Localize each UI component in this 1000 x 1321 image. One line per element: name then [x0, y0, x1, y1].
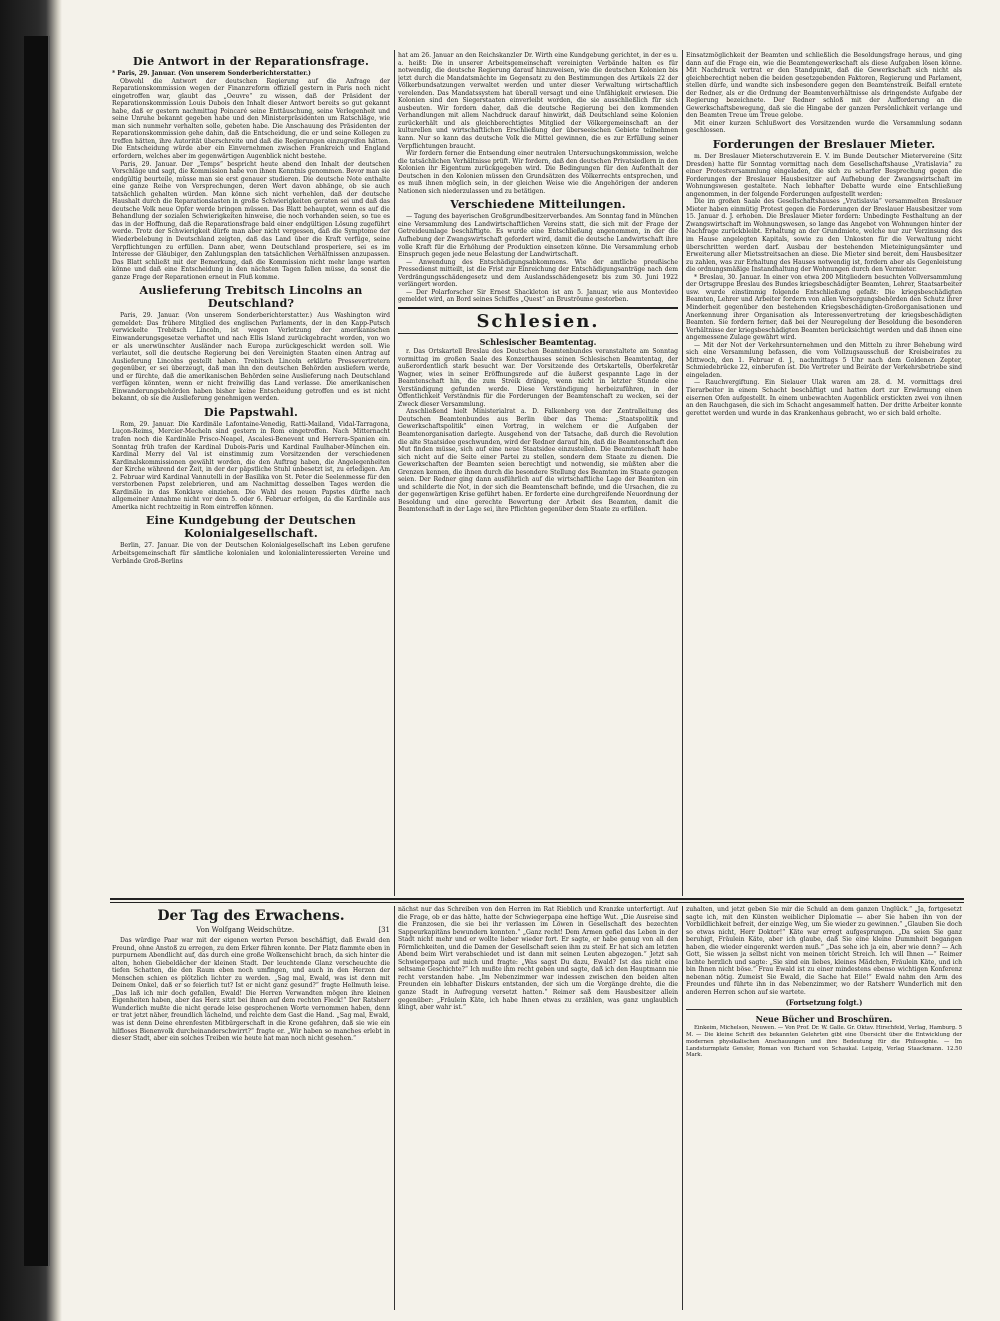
book-notices-title: Neue Bücher und Broschüren.: [755, 1014, 893, 1025]
paragraph: Mit einer kurzen Schlußwort des Vorsitzenden wurde die Versammlung sodann geschlossen.: [686, 119, 962, 135]
feuilleton-byline: [112, 926, 390, 935]
feuilleton-column-2: [398, 906, 678, 1310]
installment-number: [31: [378, 926, 390, 934]
paragraph: — Tagung des bayerischen Großgrundbesitzerverbandes. Am Sonntag fand in München eine Versammlung des Landwirtschaftlichen Vereins statt, die sich mit der Frage der Getreideumlage beschäftigte. Es wurde eine Entschließung angenommen, in der die Aufhebung der Zwangswirtschaft gefordert wird, damit die deutsche Landwirtschaft ihre volle Kraft für die Erhöhung der Produktion einsetzen könne. Die Versammlung erhob Einspruch gegen jede neue Belastung der Landwirtschaft.: [398, 213, 678, 259]
article-title-reparations: Die Antwort in der Reparationsfrage.: [132, 55, 370, 68]
paragraph: Einsatzmöglichkeit der Beamten und schließlich die Besoldungsfrage heraus, und ging dann auf die Frage ein, wie die Beamtengewerkschaft als diese Aufgaben lösen könne. Mit Nachdruck vertrat er den Standpunkt, daß die Gewerkschaft sich nicht als gleichberechtigt neben die beiden gesetzgebenden Faktoren, Regierung und Parlament, stellen dürfe, und wandte sich insbesondere gegen den Beamtenstreik. Beifall erntete der Redner, als er die Ordnung der Beamtenverhältnisse als dringendste Aufgabe der Regierung bezeichnete. Der Redner schloß mit der Aufforderung an die Gewerkschaftsbewegung, daß sie die Hingabe der ganzen Persönlichkeit verlange und den Beamten Treue um Treue gelobe.: [686, 52, 962, 120]
article-title-mitteilungen: Verschiedene Mitteilungen.: [450, 198, 626, 212]
paragraph: hat am 26. Januar an den Reichskanzler Dr. Wirth eine Kundgebung gerichtet, in der es u. a. heißt: Die in unserer Arbeitsgemeinschaft vereinigten Verbände halten es für notwendig, die deutsche Regierung darauf hinzuweisen, wie die deutschen Kolonien bis jetzt durch die Mandatsmächte im Gegensatz zu den Bestimmungen des Artikels 22 der Völkerbundsatzungen verwaltet werden und unter dieser Verwaltung wirtschaftlich verelenden. Das Mandatssystem hat überall versagt und eine Unfähigkeit erwiesen. Die Kolonien sind den Siegerstaaten einverleibt worden, die sie ausschließlich für sich ausbeuten. Wir fordern daher, daß die deutsche Regierung bei den kommenden Verhandlungen mit allem Nachdruck darauf hinwirkt, daß Deutschland seine Kolonien zurückerhält und als gleichberechtigtes Mitglied der Völkergemeinschaft an der kulturellen und wirtschaftlichen Erschließung der überseeischen Gebiete teilnehmen kann. Nur so kann das deutsche Volk die Mittel gewinnen, die es zur Erfüllung seiner Verpflichtungen braucht.: [398, 52, 678, 150]
dateline: * Paris, 29. Januar. (Von unserem Sonderberichterstatter.): [112, 70, 311, 77]
paragraph: — Anwendung des Entschädigungsabkommens. Wie der amtliche preußische Pressedienst mitteilt, ist die Frist zur Einreichung der Entschädigungsanträge nach dem Verdrängungsschädengesetz und dem Auslandsschädengesetz bis zum 30. Juni 1922 verlängert worden.: [398, 258, 678, 289]
section-heading-schlesien: Schlesien.: [476, 310, 600, 332]
feuilleton-rule-thin: [110, 902, 964, 903]
feuilleton-rule: [110, 898, 964, 900]
feuilleton-column-3: [686, 906, 962, 1310]
feuilleton-title: Der Tag des Erwachens.: [157, 908, 345, 924]
binding-strip: [24, 36, 50, 1266]
book-notices-text: Einkeim, Michelson, Neuwen. — Von Prof. Dr. W. Galle. Gr. Oktav. Hirschfeld, Verlag, Hamburg. 5 M. — Die kleine Schrift des bekannten Gelehrten gibt eine Übersicht über die Entwicklung der modernen physikalischen Anschauungen und ihre Bedeutung für die Philosophie. — Im Landsturmplatz Gensler, Roman von Richard von Schaukal. Leipzig, Verlag Staackmann. 12.50 Mark.: [686, 1025, 962, 1059]
paragraph: nächst nur das Schreiben von den Herren im Rat Rieblich und Kranzke unterfertigt. Auf die Frage, ob er das hätte, hatte der Schwiegerpapa eine heftige Wut. „Die Ausreise sind die Franzosen, die sie bei ihr verlassen im Löwen in Gesellschaft des bezechten Sappeurkapitäns bewundern konnten.“ „Ganz recht! Dem Armen gefiel das Leben in der Stadt nicht mehr und er wollte lieber wieder fort. Er sagte, er habe genug von all den Förmlichkeiten, und die Damen der Gesellschaft seien ihm zu steif. Er hat sich am letzten Abend beim Wirt verabschiedet und ist dann mit seinen Leuten abgezogen.“ Jetzt sah Schwiegerpapa auf mich und fragte: „Was sagst Du dazu, Ewald? Ist das nicht eine seltsame Geschichte?“ Ich mußte ihm recht geben und sagte, daß ich den Hauptmann nie recht verstanden habe. „Im Nebenzimmer war indessen zwischen den beiden alten Freunden ein lebhafter Diskurs entstanden, der sich um die Vorgänge drehte, die die ganze Stadt in Aufregung versetzt hatten.“ Reimer saß dem Hausbesitzer allein gegenüber: „Fräulein Käte, ich habe Ihnen etwas zu erzählen, was ganz unglaublich klingt, aber wahr ist.“: [398, 906, 678, 1012]
continuation-note: (Fortsetzung folgt.): [785, 997, 863, 1007]
paragraph: Die im großen Saale des Gesellschaftshauses „Vratislavia“ versammelten Breslauer Mieter haben einmütig Protest gegen die Forderungen der Breslauer Hausbesitzer vom 15. Januar d. J. erhoben. Die Breslauer Mieter fordern: Unbedingte Festhaltung an der Zwangswirtschaft im Wohnungswesen, so lange das Angebot von Wohnungen hinter der Nachfrage zurückbleibt. Erhaltung an der Grundmiete, welche nur zur Verzinsung des im Hause angelegten Kapitals, sowie zu den Unkosten für die Verwaltung nicht überschritten werden darf. Ausbau der bestehenden Mieteinigungsämter und Erweiterung aller Mietsstreitsachen an diese. Die Mieter sind bereit, dem Hausbesitzer zu zahlen, was zur Erhaltung des Hauses notwendig ist, fordern aber als Gegenleistung die ordnungsmäßige Instandhaltung der Wohnungen durch den Vermieter.: [686, 198, 962, 274]
paragraph: Paris, 29. Januar. (Von unserem Sonderberichterstatter.) Aus Washington wird gemeldet: Das frühere Mitglied des englischen Parlaments, der in den Kapp-Putsch verwickelte Trebitsch Lincoln, ist wegen Verletzung der amerikanischen Einwanderungsgesetze verhaftet und nach Ellis Island zurückgebracht worden, von wo er als unerwünschter Ausländer nach Europa zurückgeschickt werden soll. Wie verlautet, soll die deutsche Regierung bei den Vereinigten Staaten einen Antrag auf Auslieferung Lincolns gestellt haben. Trebitsch Lincoln erklärte Pressevertretern gegenüber, er sei überzeugt, daß man ihn den deutschen Behörden ausliefern werde, und er fürchte, daß die amerikanischen Behörden seine Auslieferung nach Deutschland verfügen könnten, wenn er nicht freiwillig das Land verlasse. Die amerikanischen Einwanderungsbehörden haben bisher keine Entscheidung getroffen und es ist nicht bekannt, ob sie die Auslieferung genehmigen werden.: [112, 312, 390, 403]
paragraph: * Breslau, 30. Januar. In einer von etwa 200 Mitgliedern besuchten Vollversammlung der Ortsgruppe Breslau des Bundes kriegsbeschädigter Beamten, Lehrer, Staatsarbeiter usw. wurde einstimmig folgende Entschließung gefaßt: Die kriegsbeschädigten Beamten, Lehrer und Arbeiter fordern von allen Versorgungsbehörden den Schutz ihrer Minderheit gegenüber den bestehenden Kriegsbeschädigten-Großorganisationen und Anerkennung ihrer Organisation als Interessenvertretung der kriegsbeschädigten Beamten. Sie fordern ferner, daß bei der Neuregelung der Besoldung die besonderen Verhältnisse der kriegsbeschädigten Beamten berücksichtigt werden und daß ihnen eine angemessene Zulage gewährt wird.: [686, 273, 962, 342]
author: Von Wolfgang Weidschütze.: [196, 926, 295, 934]
book-notices: [686, 1009, 962, 1059]
paragraph: zuhalten, und jetzt geben Sie mir die Schuld an dem ganzen Unglück.“ „Ja, fortgesetzt sagte ich, mit den Künsten weiblicher Diplomatie — aber Sie haben ihn von der Vorbildlichkeit befreit, der einzige Weg, um Sie wieder zu gewinnen.“ „Glauben Sie doch so etwas nicht, Herr Doktor!“ Käte war erregt aufgesprungen. „Da seien Sie ganz beruhigt, Fräulein Käte, aber ich glaube, daß Sie eine kleine Dummheit begangen haben, die wieder eingerenkt werden muß.“ „Das sehe ich ja ein, aber wie denn? — Ach Gott, Sie wissen ja selbst nicht von meinen töricht Streich. Ich will Ihnen —“ Reimer lachte herzlich und sagte: „Sie sind ein liebes, kleines Mädchen, Fräulein Käte, und ich bin Ihnen nicht böse.“ Frau Ewald ist zu einer mindestens ebenso wichtigen Konferenz nebenan nötig. Zumeist Sie Ewald, die Sache hat Eile!“ Ewald nahm den Arm des Freundes und führte ihn in das Nebenzimmer, wo der Ratsherr Wunderlich mit den anderen Herren schon auf sie wartete.: [686, 906, 962, 997]
paragraph: m. Der Breslauer Mieterschutzverein E. V. im Bunde Deutscher Mietervereine (Sitz Dresden) hatte für Sonntag vormittag nach dem Gesellschaftshause „Vratislavia“ zu einer Protestversammlung eingeladen, die sich zu scharfer Besprechung gegen die Forderungen der Breslauer Hausbesitzer auf Aufhebung der Zwangswirtschaft im Wohnungswesen gestaltete. Nach lebhafter Debatte wurde eine Entschließung angenommen, in der folgende Forderungen aufgestellt werden:: [686, 153, 962, 198]
paragraph: — Rauchvergiftung. Ein Sielauer Ulak waren am 28. d. M. vormittags drei Tierarbeiter in einem Schacht beschäftigt und hatten dort zur Erwärmung einen eisernen Ofen aufgestellt. In einem unbewachten Augenblick erstickten zwei von ihnen an den Rauchgasen, die sich im Schacht angesammelt hatten. Der dritte Arbeiter konnte gerettet werden und wurde in das Krankenhaus gebracht, wo er sich bald erholte.: [686, 379, 962, 417]
column-divider: [394, 50, 395, 896]
article-title-lincoln: Auslieferung Trebitsch Lincolns an Deutschland?: [139, 284, 363, 311]
article-title-papstwahl: Die Papstwahl.: [203, 405, 299, 419]
column-divider: [682, 906, 683, 1310]
paragraph: — Der Polarforscher Sir Ernest Shackleton ist am 5. Januar, wie aus Montevideo gemeldet wird, an Bord seines Schiffes „Quest“ an Bruströume gestorben.: [398, 288, 678, 304]
section-header-box: [398, 307, 678, 334]
article-title-beamtentag: Schlesischer Beamtentag.: [479, 336, 597, 347]
column-divider: [682, 50, 683, 896]
paragraph: Rom, 29. Januar. Die Kardinäle Lafontaine-Venedig, Ratti-Mailand, Vidal-Tarragona, Luçon-Reims, Mercier-Mecheln sind gestern in Rom eingetroffen. Nach Mitternacht trafen noch die Kardinäle Prisco-Neapel, Ascalesi-Benevent und Herrera-Spanien ein. Sonntag früh trafen der Kardinal Dubois-Paris und Kardinal Faulhaber-München ein. Kardinal Merry del Val ist einstimmig zum Vorsitzenden der verschiedenen Kardinalskommissionen gewählt worden, die den Auftrag haben, die Angelegenheiten der Kirche während der Zeit, in der der päpstliche Stuhl unbesetzt ist, zu erledigen. Am 2. Februar wird Kardinal Vannutelli in der Basilika von St. Peter die Seelenmesse für den verstorbenen Papst zelebrieren, und am Nachmittag desselben Tages werden die Kardinäle in das Konklave einziehen. Die Wahl des neuen Papstes dürfte nach allgemeiner Annahme nicht vor dem 5. oder 6. Februar erfolgen, da die Kardinäle aus Amerika nicht rechtzeitig in Rom eintreffen können.: [112, 420, 390, 511]
feuilleton-column-1: [112, 906, 390, 1310]
paragraph: Wir fordern ferner die Entsendung einer neutralen Untersuchungskommission, welche die tatsächlichen Verhältnisse prüft. Wir fordern, daß den deutschen Privatsiedlern in den Kolonien ihr Eigentum zurückgegeben wird. Die Bedingungen für den Aufenthalt der Deutschen in den Kolonien müssen den Grundsätzen des Völkerrechts entsprechen, und es muß ihnen möglich sein, in der gleichen Weise wie die Angehörigen der anderen Nationen sich niederzulassen und zu betätigen.: [398, 150, 678, 195]
column-1: [112, 52, 390, 894]
paragraph: Paris, 29. Januar. Der „Temps“ bespricht heute abend den Inhalt der deutschen Vorschläge und sagt, die Kommission habe von ihnen Kenntnis genommen. Bevor man sie endgültig beurteile, müsse man sie erst genauer studieren. Die deutsche Note enthalte eine ganze Reihe von Versprechungen, deren Wert davon abhänge, ob sie auch tatsächlich gehalten würden. Man könne sich nicht verhehlen, daß der deutsche Haushalt durch die Reparationslasten in große Schwierigkeiten geraten sei und daß das deutsche Volk neue Opfer werde bringen müssen. Das Blatt behauptet, wenn es auf die Behandlung der sozialen Schwierigkeiten hinweise, die noch vorhanden seien, so tue es das in der Hoffnung, daß die Reparationsfrage bald einer endgültigen Lösung zugeführt werde. Trotz der Schwierigkeit dürfe man aber nicht vergessen, daß die Symptome der Wiederbelebung in Deutschland zeigten, daß das Land über die Kraft verfüge, seine Verpflichtungen zu erfüllen. Dann aber, wenn Deutschland prosperiere, sei es im Interesse der Gläubiger, den Zahlungsplan den tatsächlichen Verhältnissen anzupassen. Das Blatt schließt mit der Bemerkung, daß die Kommission nicht mehr lange warten könne und daß eine Entscheidung in den nächsten Tagen fallen müsse, da sonst die ganze Frage der Reparationen erneut in Fluß komme.: [112, 160, 390, 281]
paragraph: — Mit der Not der Verkehrsunternehmen und den Mitteln zu ihrer Behebung wird sich eine Versammlung befassen, die vom Vollzugsausschuß der Kreisbeirates zu Mittwoch, den 1. Februar d. J., nachmittags 5 Uhr nach dem Goldenen Zepter, Schmiedebrücke 22, einberufen ist. Die Vertreter und Beiräte der Verkehrsbetriebe sind eingeladen.: [686, 341, 962, 379]
column-3: [686, 52, 962, 894]
paragraph: Obwohl die Antwort der deutschen Regierung auf die Anfrage der Reparationskommission wegen der Finanzreform offiziell gestern in Paris noch nicht eingetroffen war, glaubt das „Oeuvre“ zu wissen, daß der Präsident der Reparationskommission Louis Dubois den Inhalt dieser Antwort bereits so gut gekannt habe, daß er gestern nachmittag Poincaré seine Enttäuschung, seine Verlegenheit und seine Unruhe bekannt gegeben habe und den Ministerpräsidenten um Ratschläge, wie man sich nunmehr verhalten solle, gebeten habe. Die Anschauung des Präsidenten der Reparationskommission gehe dahin, daß die Entscheidung, die er und seine Kollegen zu treffen hätten, ihre Autorität überschreite und daß die Regierungen einzugreifen hätten. Die Entscheidung würde aber ein Einvernehmen zwischen Frankreich und England erfordern, welches aber im gegenwärtigen Augenblick nicht bestehe.: [112, 77, 390, 161]
article-title-kolonial: Eine Kundgebung der Deutschen Kolonialgesellschaft.: [146, 514, 356, 541]
column-2: [398, 52, 678, 894]
paragraph: Anschließend hielt Ministerialrat a. D. Falkenberg von der Zentralleitung des Deutschen Beamtenbundes aus Berlin über das Thema: „Staatspolitik und Gewerkschaftspolitik“ einen Vortrag, in welchem er die Aufgaben der Beamtenorganisation darlegte. Ausgehend von der Tatsache, daß durch die Revolution die alte Staatsidee geschwunden, wird der Redner darauf hin, daß die Beamtenschaft den Mut finden müsse, sich auf eine neue Staatsidee einzustellen. Die Beamtenschaft habe sich nicht auf die Seite einer Partei zu stellen, sondern dem Staate zu dienen. Die Gewerkschaften der Beamten seien berechtigt und notwendig, sie müßten aber die Grenzen kennen, die ihnen durch die besondere Stellung des Beamten im Staate gezogen seien. Der Redner ging dann ausführlich auf die wirtschaftliche Lage der Beamten ein und schilderte die Not, in der sich die Beamtenschaft befinde, und die Ursachen, die zu der gegenwärtigen Krise geführt haben. Er forderte eine durchgreifende Neuordnung der Besoldung und eine gerechte Bewertung der Arbeit des Beamten, damit die Beamtenschaft in der Lage sei, ihre Pflichten gegenüber dem Staate zu erfüllen.: [398, 408, 678, 514]
paragraph: Das würdige Paar war mit der eigenen werten Person beschäftigt, daß Ewald den Freund, ohne Anstoß zu erregen, zu dem Erker führen konnte. Der Platz flammte eben in purpurnem Abendlicht auf, das durch eine große Wolkenschicht brach, da sich hinter die alten, hohen Giebeldächer der kleinen Stadt. Der leuchtende Glanz verscheuchte die tiefen Schatten, die den Raum eben noch umfingen, und auch in den Herzen der Menschen schien es plötzlich lichter zu werden. „Sag mal, Ewald, was ist denn mit Deinem Onkel, daß er so feierlich tut? Ist er nicht ganz gesund?“ fragte Hellmuth leise. „Das laß ich mir doch gefallen, Ewald! Die Herren Verwandten mögen ihre kleinen Eigenheiten haben, aber das Herz sitzt bei ihnen auf dem rechten Fleck!“ Der Ratsherr Wunderlich mußte die nicht gerade leise gesprochenen Worte vernommen haben, denn er trat jetzt näher, freundlich lächelnd, und reichte dem Gast die Hand. „Sag mal, Ewald, was ist denn Deine ehrenfesten Mitbürgerschaft in die Krone gefahren, daß sie wie ein hilfloses Bienenvolk durcheinanderschwirrt?“ fragte er. „Wir haben so manches erlebt in dieser Stadt, aber ein solches Treiben wie heute hat man noch nicht gesehen.“: [112, 937, 390, 1043]
column-divider: [394, 906, 395, 1310]
paragraph: Berlin, 27. Januar. Die von der Deutschen Kolonialgesellschaft ins Leben gerufene Arbeitsgemeinschaft für sämtliche kolonialen und kolonialinteressierten Vereine und Verbände Groß-Berlins: [112, 542, 390, 565]
article-title-mieter: Forderungen der Breslauer Mieter.: [712, 138, 936, 152]
paragraph: r. Das Ortskartell Breslau des Deutschen Beamtenbundes veranstaltete am Sonntag vormittag im großen Saale des Konzerthauses seinen Schlesischen Beamtentag, der außerordentlich stark besucht war. Der Vorsitzende des Ortskartells, Oberfekretär Wagner, wies in seiner Eröffnungsrede auf die äußerst gespannte Lage in der Beamtenschaft hin, die zum Streik dränge, wenn nicht in letzter Stunde eine Verständigung gefunden werde. Diese Verständigung herbeizuführen, in der Öffentlichkeit Verständnis für die Forderungen der Beamtenschaft zu wecken, sei der Zweck dieser Versammlung.: [398, 347, 678, 408]
